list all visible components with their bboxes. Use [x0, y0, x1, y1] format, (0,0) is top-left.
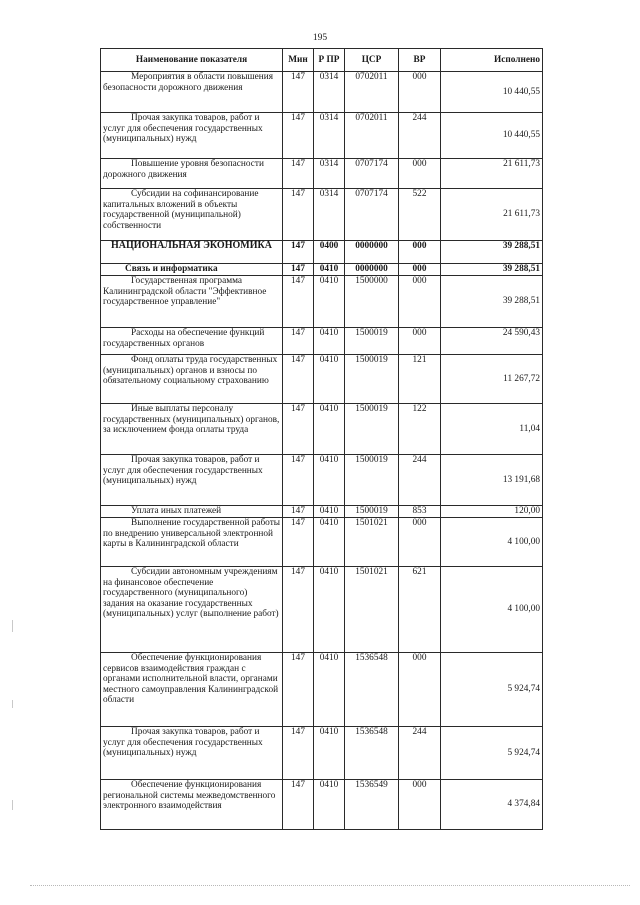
row-rpr: 0314	[314, 159, 345, 189]
table-row	[101, 328, 543, 355]
row-amount: 11,04	[441, 404, 543, 455]
row-min: 147	[283, 72, 314, 113]
table-row	[101, 780, 543, 830]
table-row	[101, 404, 543, 455]
row-min: 147	[283, 328, 314, 355]
row-name: Мероприятия в области повышения безопасности дорожного движения	[101, 72, 283, 113]
row-min: 147	[283, 264, 314, 276]
row-rpr: 0314	[314, 113, 345, 159]
row-min: 147	[283, 506, 314, 518]
row-amount: 39 288,51	[441, 241, 543, 264]
budget-execution-table	[100, 48, 543, 830]
row-vr: 000	[399, 328, 441, 355]
row-rpr: 0410	[314, 567, 345, 653]
header-rpr: Р ПР	[314, 49, 345, 72]
table-row-subsection	[101, 264, 543, 276]
row-amount: 10 440,55	[441, 113, 543, 159]
table-row	[101, 276, 543, 328]
row-vr: 121	[399, 355, 441, 404]
row-vr: 000	[399, 241, 441, 264]
row-min: 147	[283, 189, 314, 241]
row-amount: 4 374,84	[441, 780, 543, 830]
row-rpr: 0410	[314, 455, 345, 506]
margin-mark	[12, 800, 13, 810]
row-vr: 244	[399, 113, 441, 159]
header-csr: ЦСР	[345, 49, 399, 72]
row-csr: 1536549	[345, 780, 399, 830]
row-rpr: 0410	[314, 780, 345, 830]
row-name: Прочая закупка товаров, работ и услуг для обеспечения государственных (муниципальных) нужд	[101, 455, 283, 506]
row-csr: 0702011	[345, 72, 399, 113]
row-amount: 5 924,74	[441, 653, 543, 727]
row-rpr: 0410	[314, 518, 345, 567]
row-csr: 1500019	[345, 455, 399, 506]
row-name: Связь и информатика	[101, 264, 283, 276]
row-vr: 000	[399, 264, 441, 276]
row-rpr: 0410	[314, 276, 345, 328]
row-name: Расходы на обеспечение функций государственных органов	[101, 328, 283, 355]
table-row	[101, 506, 543, 518]
row-name: Прочая закупка товаров, работ и услуг для обеспечения государственных (муниципальных) нужд	[101, 727, 283, 780]
row-amount: 11 267,72	[441, 355, 543, 404]
row-vr: 621	[399, 567, 441, 653]
row-amount: 13 191,68	[441, 455, 543, 506]
row-amount: 21 611,73	[441, 159, 543, 189]
row-csr: 1536548	[345, 727, 399, 780]
row-csr: 0707174	[345, 159, 399, 189]
row-vr: 244	[399, 727, 441, 780]
row-name: Субсидии автономным учреждениям на финансовое обеспечение государственного (муниципального) задания на оказание государственных (муниципальных) услуг (выполнение работ)	[101, 567, 283, 653]
row-csr: 1501021	[345, 567, 399, 653]
row-csr: 1501021	[345, 518, 399, 567]
row-csr: 0707174	[345, 189, 399, 241]
row-name: Обеспечение функционирования региональной системы межведомственного электронного взаимодействия	[101, 780, 283, 830]
table-row	[101, 72, 543, 113]
row-vr: 000	[399, 780, 441, 830]
row-vr: 244	[399, 455, 441, 506]
row-csr: 1500019	[345, 404, 399, 455]
row-amount: 10 440,55	[441, 72, 543, 113]
header-name: Наименование показателя	[101, 49, 283, 72]
row-name: Повышение уровня безопасности дорожного движения	[101, 159, 283, 189]
row-vr: 522	[399, 189, 441, 241]
row-amount: 39 288,51	[441, 276, 543, 328]
scan-footer-line	[30, 885, 630, 886]
table-row	[101, 455, 543, 506]
row-name: Уплата иных платежей	[101, 506, 283, 518]
row-csr: 1500000	[345, 276, 399, 328]
row-rpr: 0314	[314, 72, 345, 113]
row-vr: 000	[399, 159, 441, 189]
table-row	[101, 518, 543, 567]
row-min: 147	[283, 653, 314, 727]
margin-mark	[12, 620, 13, 632]
row-name: Прочая закупка товаров, работ и услуг для обеспечения государственных (муниципальных) нужд	[101, 113, 283, 159]
margin-mark	[12, 700, 13, 708]
row-rpr: 0410	[314, 653, 345, 727]
row-csr: 1500019	[345, 328, 399, 355]
row-csr: 0702011	[345, 113, 399, 159]
row-vr: 000	[399, 653, 441, 727]
row-min: 147	[283, 276, 314, 328]
row-amount: 39 288,51	[441, 264, 543, 276]
row-min: 147	[283, 159, 314, 189]
row-min: 147	[283, 113, 314, 159]
row-amount: 21 611,73	[441, 189, 543, 241]
header-min: Мин	[283, 49, 314, 72]
table-row-section	[101, 241, 543, 264]
row-amount: 4 100,00	[441, 567, 543, 653]
row-min: 147	[283, 404, 314, 455]
row-name: Выполнение государственной работы по внедрению универсальной электронной карты в Калининградской области	[101, 518, 283, 567]
row-name: Обеспечение функционирования сервисов взаимодействия граждан с органами исполнительной власти, органами местного самоуправления Калининградской области	[101, 653, 283, 727]
row-rpr: 0314	[314, 189, 345, 241]
row-csr: 0000000	[345, 241, 399, 264]
row-min: 147	[283, 727, 314, 780]
row-rpr: 0410	[314, 328, 345, 355]
table-header-row	[101, 49, 543, 72]
table-row	[101, 727, 543, 780]
page-number: 195	[312, 33, 328, 43]
table-row	[101, 355, 543, 404]
row-min: 147	[283, 518, 314, 567]
row-min: 147	[283, 780, 314, 830]
table-row	[101, 567, 543, 653]
table-row	[101, 653, 543, 727]
row-csr: 1500019	[345, 355, 399, 404]
row-amount: 120,00	[441, 506, 543, 518]
row-csr: 1536548	[345, 653, 399, 727]
row-vr: 000	[399, 518, 441, 567]
row-rpr: 0410	[314, 727, 345, 780]
row-csr: 1500019	[345, 506, 399, 518]
header-amount: Исполнено	[441, 49, 543, 72]
row-min: 147	[283, 455, 314, 506]
row-min: 147	[283, 567, 314, 653]
row-min: 147	[283, 355, 314, 404]
row-name: НАЦИОНАЛЬНАЯ ЭКОНОМИКА	[101, 241, 283, 264]
row-rpr: 0410	[314, 264, 345, 276]
row-vr: 000	[399, 72, 441, 113]
table-row	[101, 189, 543, 241]
row-amount: 24 590,43	[441, 328, 543, 355]
row-rpr: 0410	[314, 355, 345, 404]
row-name: Государственная программа Калининградской области "Эффективное государственное управление"	[101, 276, 283, 328]
row-min: 147	[283, 241, 314, 264]
row-vr: 853	[399, 506, 441, 518]
row-vr: 122	[399, 404, 441, 455]
row-rpr: 0410	[314, 506, 345, 518]
row-rpr: 0400	[314, 241, 345, 264]
row-name: Фонд оплаты труда государственных (муниципальных) органов и взносы по обязательному социальному страхованию	[101, 355, 283, 404]
table-row	[101, 159, 543, 189]
row-rpr: 0410	[314, 404, 345, 455]
row-amount: 5 924,74	[441, 727, 543, 780]
row-csr: 0000000	[345, 264, 399, 276]
row-amount: 4 100,00	[441, 518, 543, 567]
header-vr: ВР	[399, 49, 441, 72]
row-vr: 000	[399, 276, 441, 328]
table-row	[101, 113, 543, 159]
row-name: Иные выплаты персоналу государственных (муниципальных) органов, за исключением фонда оплаты труда	[101, 404, 283, 455]
row-name: Субсидии на софинансирование капитальных вложений в объекты государственной (муниципальной) собственности	[101, 189, 283, 241]
